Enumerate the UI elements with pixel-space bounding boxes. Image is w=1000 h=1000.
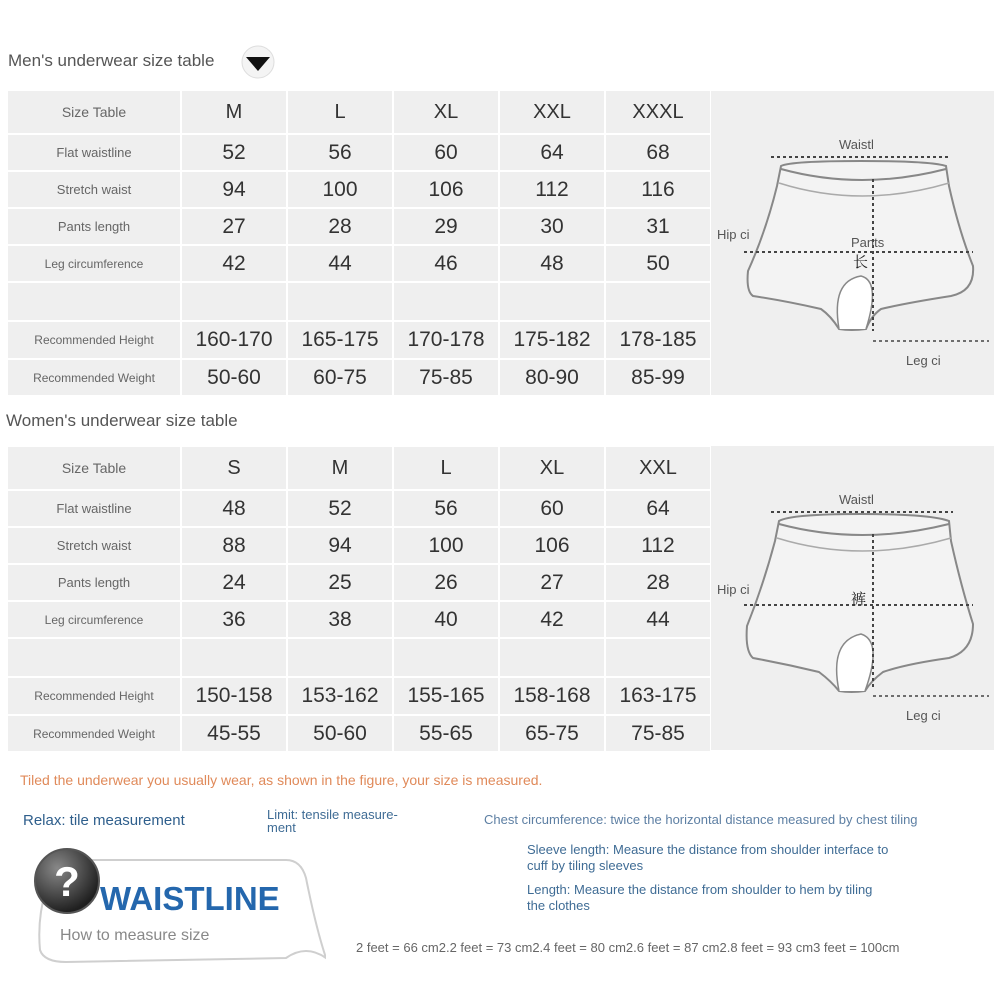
size-header-cell: XXXL <box>605 90 711 134</box>
size-value-cell: 55-65 <box>393 715 499 752</box>
table-header-row <box>7 446 711 490</box>
size-value-cell: 88 <box>181 527 287 564</box>
waist-label: Waistl <box>839 492 874 507</box>
women-size-table <box>6 445 712 753</box>
size-value-cell: 27 <box>499 564 605 601</box>
size-header-cell: L <box>287 90 393 134</box>
size-value-cell: 26 <box>393 564 499 601</box>
size-value-cell: 60-75 <box>287 359 393 396</box>
size-value-cell: 75-85 <box>605 715 711 752</box>
how-to-measure-subtitle: How to measure size <box>60 927 210 944</box>
size-header-cell: M <box>181 90 287 134</box>
size-value-cell: 94 <box>181 171 287 208</box>
size-value-cell: 100 <box>393 527 499 564</box>
size-value-cell: 155-165 <box>393 677 499 715</box>
row-label <box>7 282 181 321</box>
sleeve-note: Sleeve length: Measure the distance from shoulder interface to cuff by tiling sleeves <box>527 842 889 873</box>
row-label: Stretch waist <box>7 527 181 564</box>
size-value-cell: 85-99 <box>605 359 711 396</box>
size-value-cell: 31 <box>605 208 711 245</box>
table-row <box>7 171 711 208</box>
leg-label: Leg ci <box>906 708 941 723</box>
size-value-cell <box>287 282 393 321</box>
size-header-cell: XL <box>499 446 605 490</box>
size-header-cell: L <box>393 446 499 490</box>
tiled-note: Tiled the underwear you usually wear, as shown in the figure, your size is measured. <box>20 772 543 788</box>
pants-length-cn-label: 裤 <box>851 591 867 608</box>
row-label: Recommended Height <box>7 677 181 715</box>
size-value-cell: 50-60 <box>181 359 287 396</box>
hip-label: Hip ci <box>717 227 750 242</box>
size-value-cell: 25 <box>287 564 393 601</box>
size-value-cell: 52 <box>287 490 393 527</box>
pants-length-cn-label: 长 <box>853 254 869 271</box>
feet-conversion: 2 feet = 66 cm2.2 feet = 73 cm2.4 feet = 80 cm2.6 feet = 87 cm2.8 feet = 93 cm3 feet = 100cm <box>356 940 900 955</box>
row-label <box>7 638 181 677</box>
size-value-cell: 116 <box>605 171 711 208</box>
size-value-cell <box>499 282 605 321</box>
table-row <box>7 359 711 396</box>
size-value-cell: 68 <box>605 134 711 171</box>
size-value-cell: 46 <box>393 245 499 282</box>
size-value-cell <box>181 638 287 677</box>
men-size-table <box>6 89 712 397</box>
size-value-cell: 50 <box>605 245 711 282</box>
row-label: Pants length <box>7 208 181 245</box>
size-value-cell: 24 <box>181 564 287 601</box>
size-value-cell: 28 <box>605 564 711 601</box>
size-value-cell: 106 <box>499 527 605 564</box>
row-label: Recommended Weight <box>7 715 181 752</box>
limit-note: Limit: tensile measure- ment <box>267 807 398 835</box>
hip-label: Hip ci <box>717 582 750 597</box>
women-section-title: Women's underwear size table <box>6 411 238 430</box>
size-header-cell: XXL <box>499 90 605 134</box>
size-value-cell: 178-185 <box>605 321 711 359</box>
pants-label: Pants <box>851 235 885 250</box>
waistline-title: WAISTLINE <box>100 880 280 917</box>
size-value-cell: 60 <box>393 134 499 171</box>
size-value-cell <box>605 282 711 321</box>
size-value-cell: 170-178 <box>393 321 499 359</box>
size-value-cell: 80-90 <box>499 359 605 396</box>
size-value-cell: 42 <box>499 601 605 638</box>
size-header-cell: XL <box>393 90 499 134</box>
waist-label: Waistl <box>839 137 874 152</box>
size-value-cell: 42 <box>181 245 287 282</box>
size-value-cell: 44 <box>605 601 711 638</box>
table-header-row <box>7 90 711 134</box>
size-value-cell: 45-55 <box>181 715 287 752</box>
row-label: Leg circumference <box>7 245 181 282</box>
table-row <box>7 245 711 282</box>
dropdown-arrow-icon <box>240 44 276 80</box>
relax-note: Relax: tile measurement <box>23 812 185 829</box>
size-value-cell: 65-75 <box>499 715 605 752</box>
table-row <box>7 321 711 359</box>
size-value-cell <box>499 638 605 677</box>
size-value-cell: 163-175 <box>605 677 711 715</box>
size-header-cell: XXL <box>605 446 711 490</box>
size-table-header: Size Table <box>7 90 181 134</box>
row-label: Pants length <box>7 564 181 601</box>
row-label: Stretch waist <box>7 171 181 208</box>
size-value-cell: 40 <box>393 601 499 638</box>
size-value-cell: 153-162 <box>287 677 393 715</box>
table-row <box>7 601 711 638</box>
table-row <box>7 527 711 564</box>
size-value-cell <box>181 282 287 321</box>
table-row <box>7 564 711 601</box>
size-value-cell: 165-175 <box>287 321 393 359</box>
size-value-cell: 28 <box>287 208 393 245</box>
size-value-cell: 56 <box>287 134 393 171</box>
size-header-cell: S <box>181 446 287 490</box>
size-value-cell: 36 <box>181 601 287 638</box>
men-pants-diagram <box>711 91 994 395</box>
size-value-cell: 175-182 <box>499 321 605 359</box>
size-value-cell: 64 <box>605 490 711 527</box>
row-label: Flat waistline <box>7 490 181 527</box>
table-row <box>7 282 711 321</box>
row-label: Recommended Weight <box>7 359 181 396</box>
size-table-header: Size Table <box>7 446 181 490</box>
size-value-cell: 112 <box>605 527 711 564</box>
length-note: Length: Measure the distance from shoulder to hem by tiling the clothes <box>527 882 873 913</box>
size-value-cell: 64 <box>499 134 605 171</box>
size-value-cell: 94 <box>287 527 393 564</box>
size-value-cell: 106 <box>393 171 499 208</box>
table-row <box>7 208 711 245</box>
size-value-cell: 48 <box>499 245 605 282</box>
women-pants-diagram <box>711 446 994 750</box>
size-value-cell: 44 <box>287 245 393 282</box>
size-value-cell: 27 <box>181 208 287 245</box>
size-value-cell: 100 <box>287 171 393 208</box>
table-row <box>7 677 711 715</box>
size-value-cell: 60 <box>499 490 605 527</box>
chest-note: Chest circumference: twice the horizontal distance measured by chest tiling <box>484 812 918 827</box>
row-label: Flat waistline <box>7 134 181 171</box>
size-header-cell: M <box>287 446 393 490</box>
size-value-cell: 150-158 <box>181 677 287 715</box>
row-label: Leg circumference <box>7 601 181 638</box>
men-section-title: Men's underwear size table <box>8 51 215 70</box>
size-value-cell: 160-170 <box>181 321 287 359</box>
size-value-cell <box>287 638 393 677</box>
question-mark-icon <box>32 846 102 916</box>
row-label: Recommended Height <box>7 321 181 359</box>
size-value-cell <box>605 638 711 677</box>
size-value-cell <box>393 638 499 677</box>
size-value-cell: 158-168 <box>499 677 605 715</box>
table-row <box>7 715 711 752</box>
table-row <box>7 638 711 677</box>
size-value-cell: 56 <box>393 490 499 527</box>
table-row <box>7 490 711 527</box>
size-value-cell: 50-60 <box>287 715 393 752</box>
size-value-cell: 38 <box>287 601 393 638</box>
question-mark-glyph: ? <box>54 858 80 905</box>
table-row <box>7 134 711 171</box>
leg-label: Leg ci <box>906 353 941 368</box>
size-value-cell: 29 <box>393 208 499 245</box>
size-value-cell: 75-85 <box>393 359 499 396</box>
size-value-cell: 48 <box>181 490 287 527</box>
size-value-cell: 30 <box>499 208 605 245</box>
size-value-cell: 52 <box>181 134 287 171</box>
size-value-cell: 112 <box>499 171 605 208</box>
size-value-cell <box>393 282 499 321</box>
